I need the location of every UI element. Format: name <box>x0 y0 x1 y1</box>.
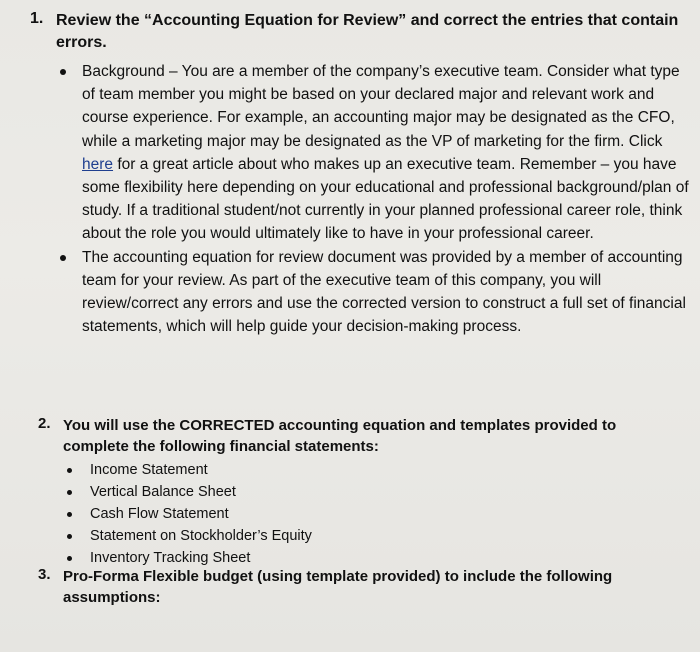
bullet-icon <box>67 512 72 517</box>
bullet-text: The accounting equation for review document was provided by a member of accounting team for your review. As part of the executive team of this company, you will review/correct any errors and use the corrected version to construct a full set of financial statements, which will help guide your decision-making process. <box>82 248 686 336</box>
bullet-icon <box>67 468 72 473</box>
statement-list <box>38 459 678 569</box>
statement-label: Inventory Tracking Sheet <box>90 550 251 566</box>
bullet-icon <box>67 534 72 539</box>
item-number: 2. <box>38 415 51 432</box>
statement-label: Income Statement <box>90 462 208 478</box>
list-item <box>38 503 678 525</box>
bullet-icon <box>60 255 66 261</box>
statement-label: Statement on Stockholder’s Equity <box>90 528 312 544</box>
bullet-accounting-equation <box>30 246 690 339</box>
statement-label: Cash Flow Statement <box>90 506 229 522</box>
list-item <box>38 459 678 481</box>
bullet-text-part-1: Background – You are a member of the company’s executive team. Consider what type of team member you might be based on your declared major and relevant work and course experience. For example, an accounting major may be designated as the CFO, while a marketing major may be designated as the VP of marketing for the firm. Click <box>82 63 680 150</box>
list-item-1 <box>30 10 690 338</box>
list-item-2 <box>38 415 678 569</box>
item-heading: Review the “Accounting Equation for Review” and correct the entries that contain errors. <box>56 12 679 51</box>
item-heading: You will use the CORRECTED accounting equation and templates provided to complete the following financial statements: <box>63 417 617 455</box>
statement-label: Vertical Balance Sheet <box>90 484 236 500</box>
bullet-background <box>30 60 690 246</box>
bullet-icon <box>60 69 66 75</box>
bullet-text-part-2: for a great article about who makes up an executive team. Remember – you have some flexibility here depending on your educational and professional background/plan of study. If a traditional student/not currently in your planned professional career role, think about the role you would ultimately like to have in your professional career. <box>82 155 689 243</box>
item-number: 3. <box>38 566 51 583</box>
item-heading: Pro-Forma Flexible budget (using template provided) to include the following assumptions: <box>63 568 613 606</box>
list-item-3 <box>38 566 678 608</box>
list-item <box>38 525 678 547</box>
here-link[interactable]: here <box>82 155 114 173</box>
bullet-list <box>30 60 690 338</box>
item-number: 1. <box>30 10 44 27</box>
list-item <box>38 481 678 503</box>
bullet-icon <box>67 490 72 495</box>
bullet-icon <box>67 556 72 561</box>
